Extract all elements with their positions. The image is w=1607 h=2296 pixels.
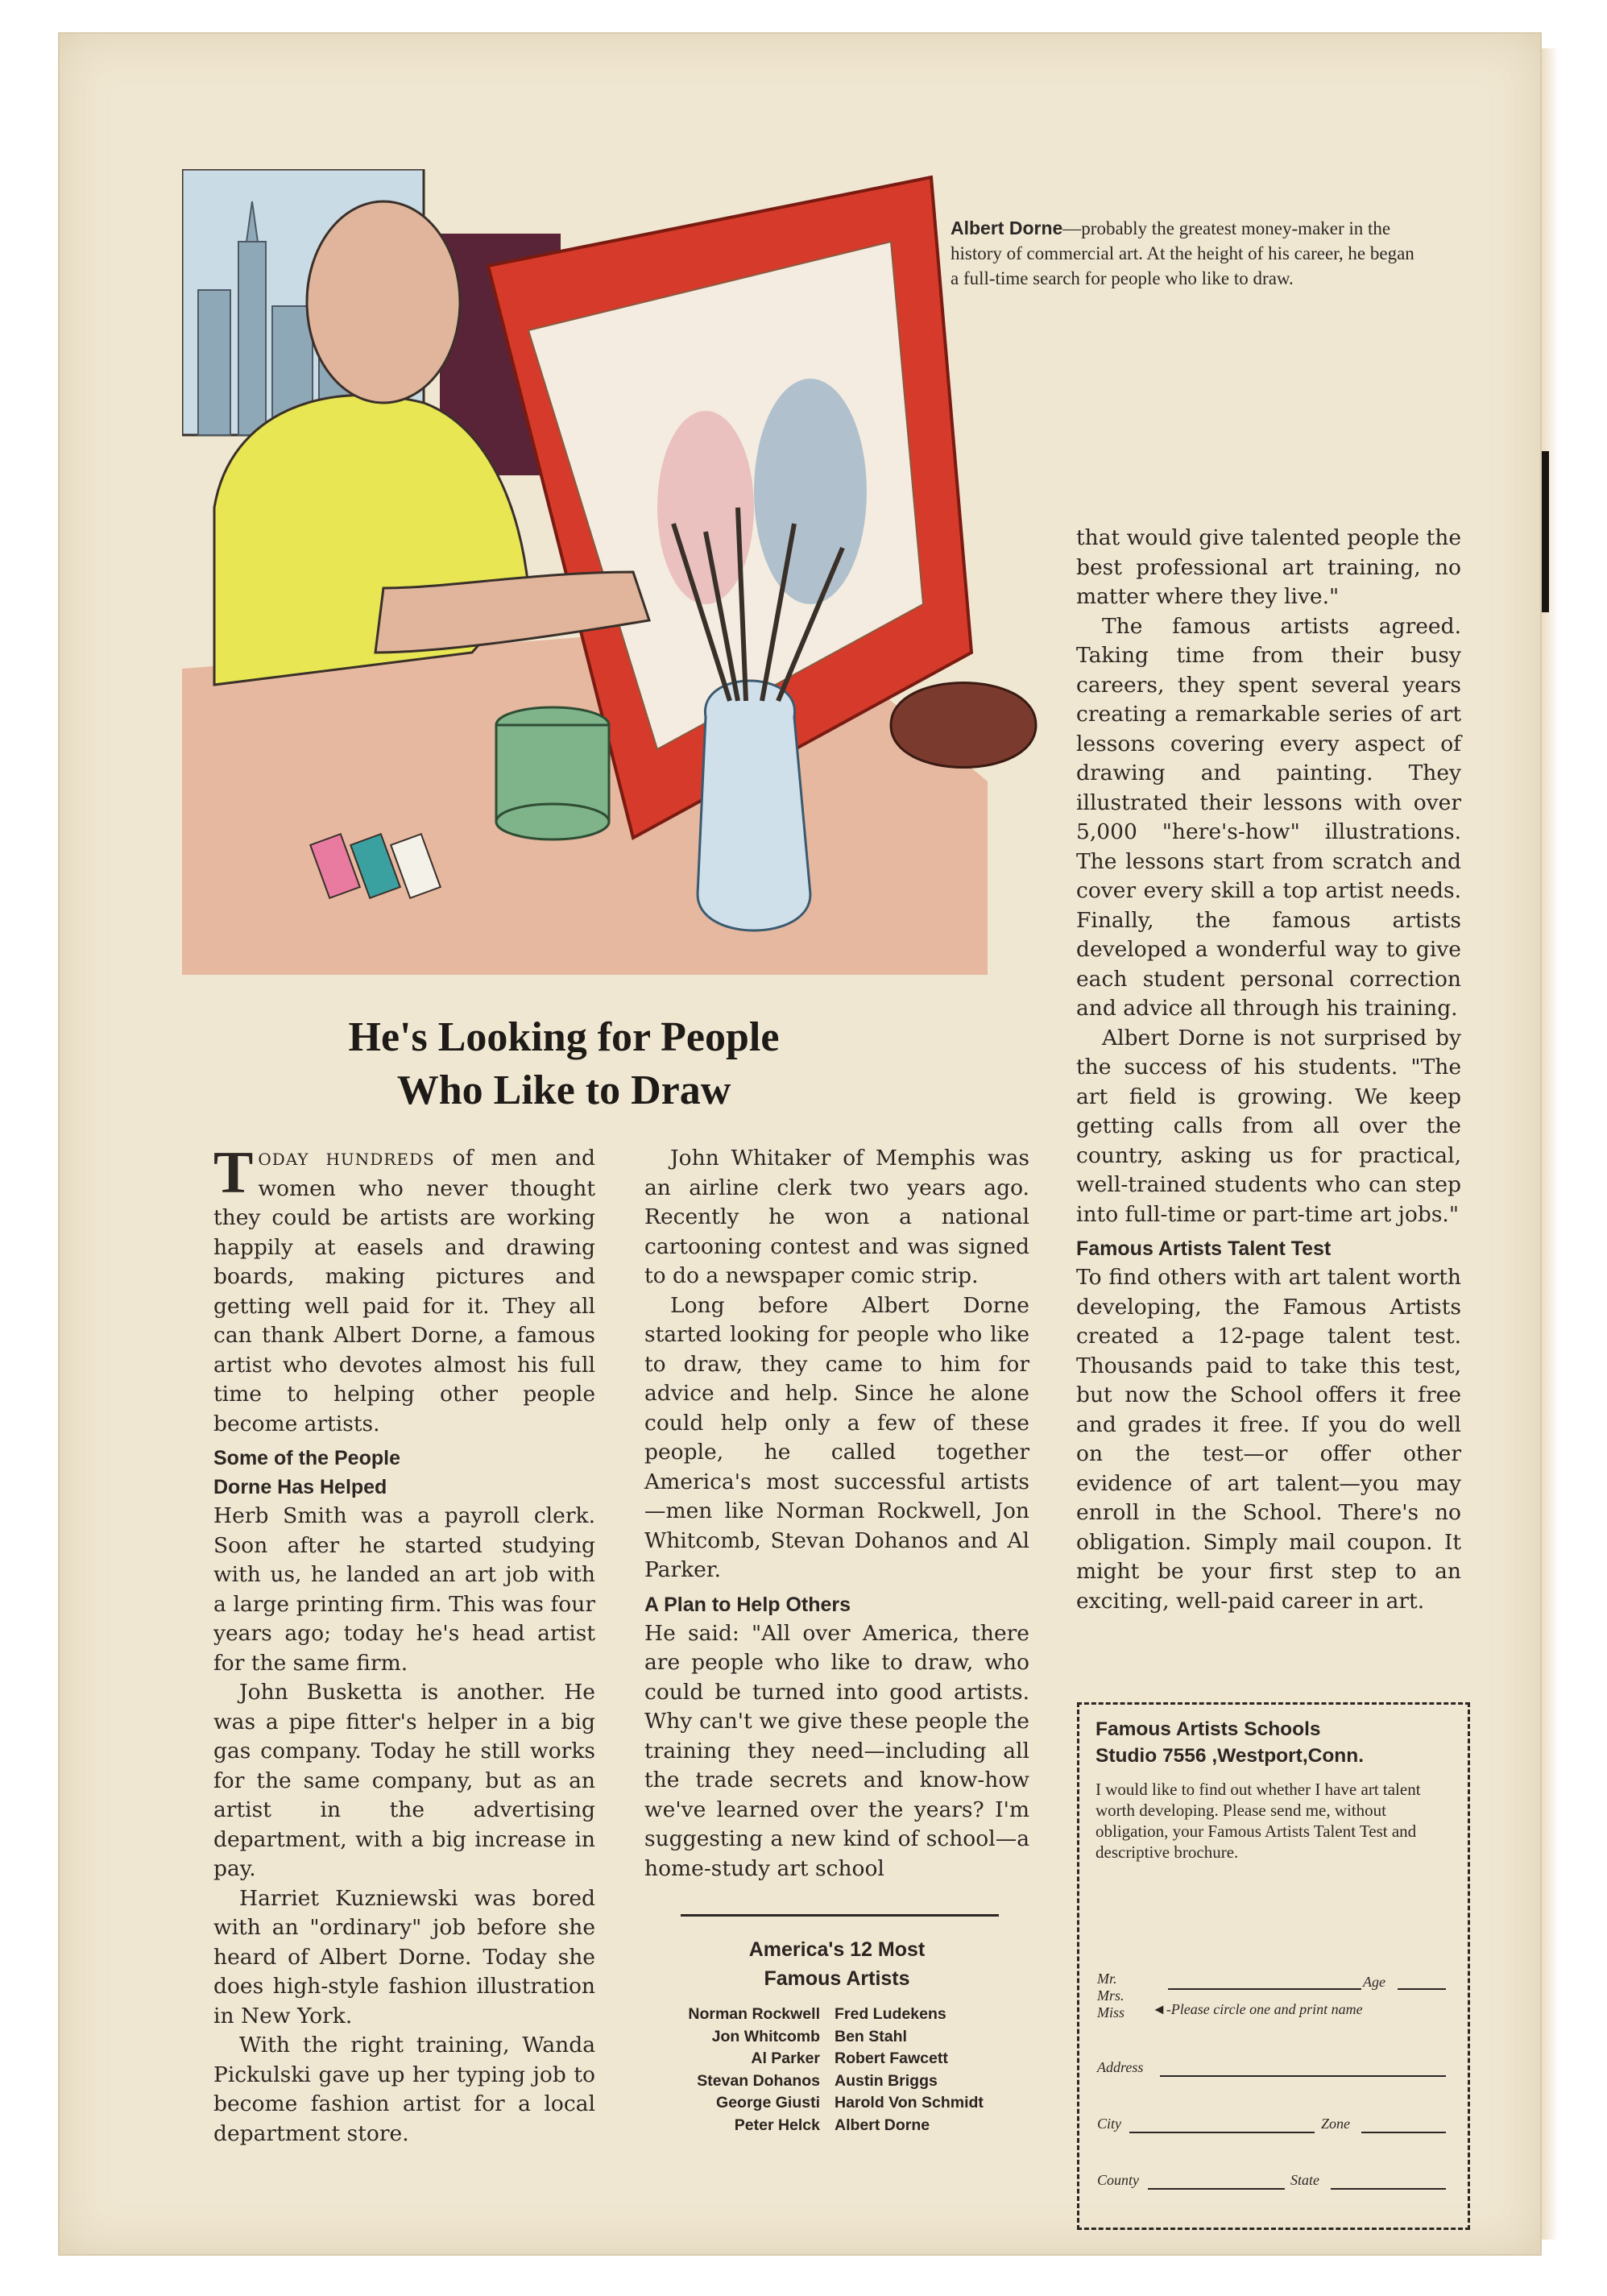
subhead-line-2: Dorne Has Helped xyxy=(213,1476,387,1498)
artists-row xyxy=(636,2070,1055,2093)
brown-bowl xyxy=(891,683,1036,768)
illustration-caption xyxy=(951,216,1418,291)
paint-tubes xyxy=(310,834,441,897)
paragraph-talent-test: To find others with art talent worth developing, the Famous Artists created a 12-page talent test. Thousands paid to take this test, but now the School offers it free and grades it free. If you do well on the test—or offer other evidence of art talent—you may enroll in the School. There's no obligation. Simply mail coupon. It might be your first step to an exciting, well-paid career in art. xyxy=(1076,1265,1461,1614)
paragraph-harriet: Harriet Kuzniewski was bored with an "ordinary" job before she heard of Albert Dorne. Today she does high-style fashion illustration in New York. xyxy=(213,1885,595,2029)
green-paint-tins xyxy=(496,707,609,839)
paragraph-artists-agreed: The famous artists agreed. Taking time from their busy careers, they spent several years creating a remarkable series of art lessons covering every aspect of drawing and painting. They illustrated their lessons with over 5,000 "here's-how" illustrations. The lessons start from scratch and cover every skill a top artist needs. Finally, the famous artists developed a wonderful way to give each student personal correction and advice all through his training. xyxy=(1076,613,1461,1021)
albert-dorne-illustration xyxy=(182,169,1100,999)
artist-name: Fred Ludekens xyxy=(835,2005,946,2023)
state-label: State xyxy=(1290,2172,1319,2188)
caption-text: —probably the greatest money-maker in the history of commercial art. At the height of his career, he began a full-time search for people who like to draw. xyxy=(951,218,1414,288)
paragraph-herb-smith: Herb Smith was a payroll clerk. Soon after he started studying with us, he landed an art job with a large printing firm. This was four years ago; today he's head artist for the same firm. xyxy=(213,1503,595,1676)
headline xyxy=(193,1011,934,1117)
address-label: Address xyxy=(1097,2059,1144,2075)
artists-row xyxy=(636,2092,1055,2115)
artists-row xyxy=(636,2026,1055,2049)
zone-line[interactable] xyxy=(1361,2132,1446,2133)
coupon-address: Studio 7556 ,Westport,Conn. xyxy=(1095,1745,1365,1767)
artists-row xyxy=(636,2004,1055,2026)
brush-jar xyxy=(698,681,810,930)
artists-title-line-1: America's 12 Most xyxy=(748,1938,926,1961)
coupon-body: I would like to find out whether I have art talent worth developing. Please send me, without obligation, your Famous Artists Talent Test and descriptive brochure. xyxy=(1095,1780,1421,1862)
name-line[interactable] xyxy=(1168,1988,1361,1990)
subhead-plan: A Plan to Help Others xyxy=(644,1593,851,1616)
paragraph-wanda: With the right training, Wanda Pickulski gave up her typing job to become fashion artist for a local department store. xyxy=(213,2033,595,2146)
artists-list-title xyxy=(644,1935,1029,1993)
zone-label: Zone xyxy=(1321,2116,1350,2132)
artist-name: Harold Von Schmidt xyxy=(835,2094,984,2112)
headline-line-1: He's Looking for People xyxy=(348,1014,780,1060)
title-mrs: Mrs. xyxy=(1097,1987,1124,2004)
subhead-line-1: Some of the People xyxy=(213,1447,400,1469)
text-column-3 xyxy=(1076,524,1461,1616)
artist-name: Al Parker xyxy=(751,2049,820,2067)
artist-name: Ben Stahl xyxy=(835,2027,907,2045)
mail-coupon[interactable] xyxy=(1077,1702,1470,2230)
intro-text: of men and women who never thought they could be artists are working happily at easels and drawing boards, making pictures and getting well paid for it. They all can thank Albert Dorne, a famous artist who devotes almost his full time to helping other people become artists. xyxy=(213,1146,595,1436)
artist-name: Stevan Dohanos xyxy=(697,2071,820,2090)
artists-row xyxy=(636,2115,1055,2137)
city-line[interactable] xyxy=(1129,2132,1315,2133)
paragraph-john-busketta: John Busketta is another. He was a pipe fitter's helper in a big gas company. Today he still works for the same company, but as an artist in the advertising department, with a big increase in pay. xyxy=(213,1680,595,1881)
artists-list xyxy=(636,2004,1055,2136)
paragraph-continuation: that would give talented people the best professional art training, no matter where they live." xyxy=(1076,525,1461,609)
artist-name: Norman Rockwell xyxy=(688,2005,820,2023)
text-column-1 xyxy=(213,1140,595,2149)
paragraph-plan: He said: "All over America, there are people who like to draw, who could be turned into good artists. Why can't we give these people the training they need—including all the trade secrets and know-how we've learned over the years? I'm suggesting a new kind of school—a home-study art school xyxy=(644,1620,1029,1881)
address-line[interactable] xyxy=(1160,2075,1446,2077)
subhead-people-helped xyxy=(213,1444,595,1502)
paragraph-john-whitaker: John Whitaker of Memphis was an airline clerk two years ago. Recently he won a national cartooning contest and was signed to do a newspaper comic strip. xyxy=(644,1146,1029,1288)
city-label: City xyxy=(1097,2116,1121,2132)
circle-note: ◄-Please circle one and print name xyxy=(1152,2001,1363,2017)
subhead-talent-test: Famous Artists Talent Test xyxy=(1076,1237,1332,1260)
artist-name: Peter Helck xyxy=(734,2116,820,2134)
sketch-figure-man xyxy=(754,379,867,604)
artist-name: Albert Dorne xyxy=(835,2116,930,2134)
county-line[interactable] xyxy=(1148,2188,1285,2190)
county-label: County xyxy=(1097,2172,1139,2188)
headline-line-2: Who Like to Draw xyxy=(396,1067,731,1113)
intro-small-caps: ODAY HUNDREDS xyxy=(258,1150,435,1169)
intro-paragraph xyxy=(213,1140,595,1439)
title-mr: Mr. xyxy=(1097,1971,1117,1987)
title-miss: Miss xyxy=(1097,2004,1125,2020)
drop-cap: T xyxy=(213,1140,254,1206)
text-column-2 xyxy=(644,1144,1029,1884)
caption-name: Albert Dorne xyxy=(951,218,1063,238)
title-options xyxy=(1097,1971,1124,2021)
divider-rule xyxy=(681,1914,999,1917)
coupon-school-name: Famous Artists Schools xyxy=(1095,1718,1321,1740)
age-label: Age xyxy=(1363,1974,1385,1990)
paragraph-long-before: Long before Albert Dorne started looking for people who like to draw, they came to him for advice and help. Since he alone could help only a few of these people, he called together America's most successful artists —men like Norman Rockwell, Jon Whitcomb, Stevan Dohanos and Al Parker. xyxy=(644,1292,1029,1582)
artist-name: Robert Fawcett xyxy=(835,2049,948,2067)
state-line[interactable] xyxy=(1331,2188,1446,2190)
artist-name: George Giusti xyxy=(716,2094,820,2112)
artist-name: Austin Briggs xyxy=(835,2071,938,2090)
age-line[interactable] xyxy=(1398,1988,1446,1990)
paragraph-not-surprised: Albert Dorne is not surprised by the success of his students. "The art field is growing. We keep getting calls from all over the country, asking us for practical, well-trained students who can step into full-time or part-time art jobs." xyxy=(1076,1025,1461,1227)
artists-row xyxy=(636,2048,1055,2070)
man-head xyxy=(307,201,460,403)
artists-title-line-2: Famous Artists xyxy=(764,1967,910,1990)
artist-name: Jon Whitcomb xyxy=(711,2027,820,2045)
